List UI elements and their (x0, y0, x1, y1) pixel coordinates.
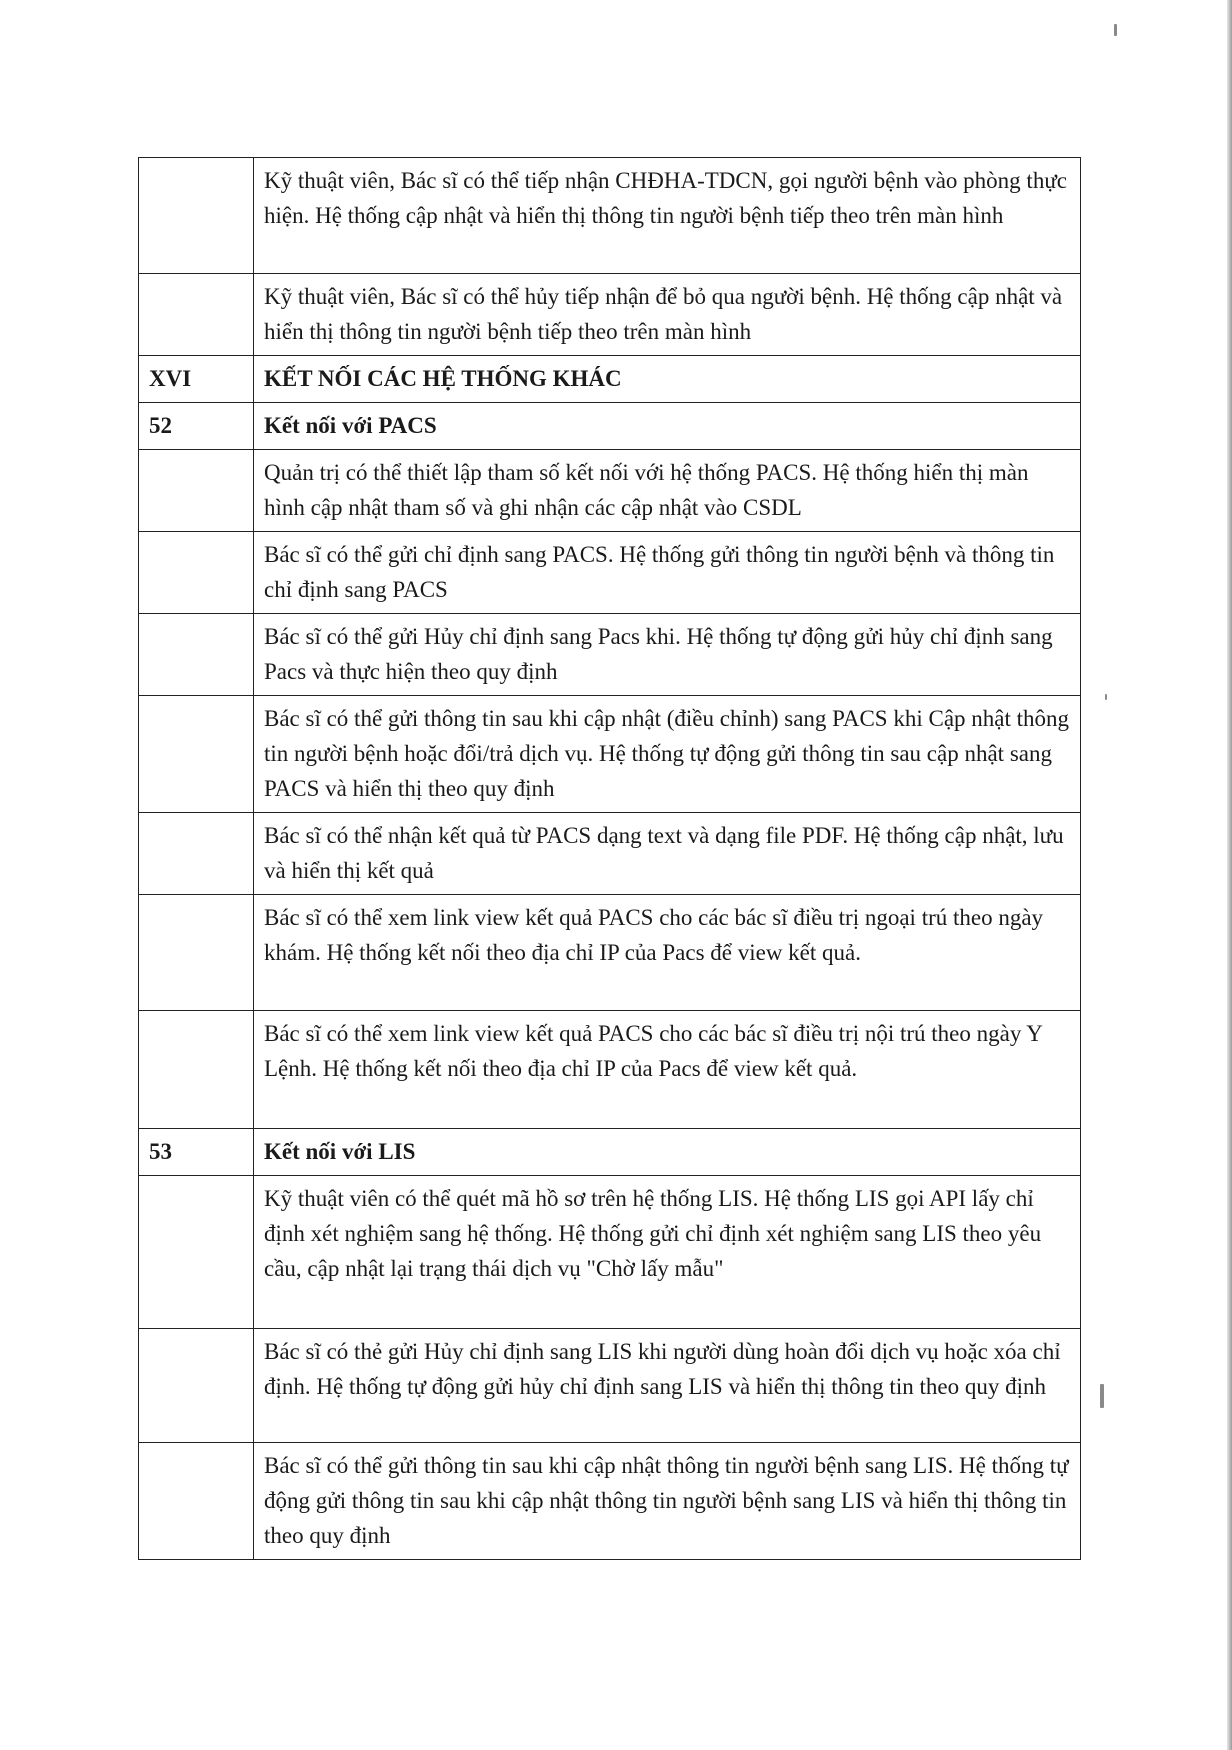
requirement-text: Bác sĩ có thể nhận kết quả từ PACS dạng text và dạng file PDF. Hệ thống cập nhật, lưu và hiển thị kết quả (254, 813, 1081, 895)
requirement-text: Quản trị có thể thiết lập tham số kết nối với hệ thống PACS. Hệ thống hiển thị màn hình cập nhật tham số và ghi nhận các cập nhật vào CSDL (254, 450, 1081, 532)
table-row (139, 1176, 1081, 1329)
row-number (139, 1176, 254, 1329)
scan-speck (1100, 1384, 1104, 1408)
table-row (139, 813, 1081, 895)
row-number (139, 614, 254, 696)
row-number: 53 (139, 1129, 254, 1176)
row-number (139, 895, 254, 1011)
requirement-text: Bác sĩ có thể gửi thông tin sau khi cập nhật thông tin người bệnh sang LIS. Hệ thống tự động gửi thông tin sau khi cập nhật thông tin người bệnh sang LIS và hiển thị thông tin theo quy định (254, 1443, 1081, 1560)
row-number: XVI (139, 356, 254, 403)
requirement-text: Kỹ thuật viên, Bác sĩ có thể hủy tiếp nhận để bỏ qua người bệnh. Hệ thống cập nhật và hiển thị thông tin người bệnh tiếp theo trên màn hình (254, 274, 1081, 356)
row-number (139, 696, 254, 813)
table-row (139, 450, 1081, 532)
requirements-table (138, 157, 1081, 1560)
row-number (139, 813, 254, 895)
row-number: 52 (139, 403, 254, 450)
scan-edge (1227, 0, 1232, 1750)
table-row (139, 1329, 1081, 1443)
scan-speck (1114, 24, 1117, 36)
requirement-text: Bác sĩ có thể xem link view kết quả PACS cho các bác sĩ điều trị nội trú theo ngày Y Lệnh. Hệ thống kết nối theo địa chỉ IP của Pacs để view kết quả. (254, 1011, 1081, 1129)
section-title: Kết nối với PACS (254, 403, 1081, 450)
table-row (139, 696, 1081, 813)
requirement-text: Kỹ thuật viên, Bác sĩ có thể tiếp nhận CHĐHA-TDCN, gọi người bệnh vào phòng thực hiện. Hệ thống cập nhật và hiển thị thông tin người bệnh tiếp theo trên màn hình (254, 158, 1081, 274)
row-number (139, 1329, 254, 1443)
table-row (139, 532, 1081, 614)
row-number (139, 1443, 254, 1560)
requirement-text: Bác sĩ có thể gửi Hủy chỉ định sang Pacs khi. Hệ thống tự động gửi hủy chỉ định sang Pacs và thực hiện theo quy định (254, 614, 1081, 696)
row-number (139, 274, 254, 356)
section-row (139, 1129, 1081, 1176)
requirement-text: Bác sĩ có thẻ gửi Hủy chỉ định sang LIS khi người dùng hoàn đổi dịch vụ hoặc xóa chỉ định. Hệ thống tự động gửi hủy chỉ định sang LIS và hiển thị thông tin theo quy định (254, 1329, 1081, 1443)
section-row (139, 356, 1081, 403)
row-number (139, 158, 254, 274)
table-row (139, 1443, 1081, 1560)
requirement-text: Bác sĩ có thể gửi chỉ định sang PACS. Hệ thống gửi thông tin người bệnh và thông tin chỉ định sang PACS (254, 532, 1081, 614)
row-number (139, 1011, 254, 1129)
requirement-text: Kỹ thuật viên có thể quét mã hồ sơ trên hệ thống LIS. Hệ thống LIS gọi API lấy chỉ định xét nghiệm sang hệ thống. Hệ thống gửi chỉ định xét nghiệm sang LIS theo yêu cầu, cập nhật lại trạng thái dịch vụ "Chờ lấy mẫu" (254, 1176, 1081, 1329)
table-row (139, 614, 1081, 696)
table-row (139, 1011, 1081, 1129)
table-row (139, 274, 1081, 356)
section-row (139, 403, 1081, 450)
scan-speck (1105, 694, 1107, 700)
requirement-text: Bác sĩ có thể gửi thông tin sau khi cập nhật (điều chỉnh) sang PACS khi Cập nhật thông tin người bệnh hoặc đổi/trả dịch vụ. Hệ thống tự động gửi thông tin sau cập nhật sang PACS và hiển thị theo quy định (254, 696, 1081, 813)
section-title: KẾT NỐI CÁC HỆ THỐNG KHÁC (254, 356, 1081, 403)
requirement-text: Bác sĩ có thể xem link view kết quả PACS cho các bác sĩ điều trị ngoại trú theo ngày khám. Hệ thống kết nối theo địa chỉ IP của Pacs để view kết quả. (254, 895, 1081, 1011)
row-number (139, 532, 254, 614)
table-row (139, 895, 1081, 1011)
row-number (139, 450, 254, 532)
section-title: Kết nối với LIS (254, 1129, 1081, 1176)
table-row (139, 158, 1081, 274)
